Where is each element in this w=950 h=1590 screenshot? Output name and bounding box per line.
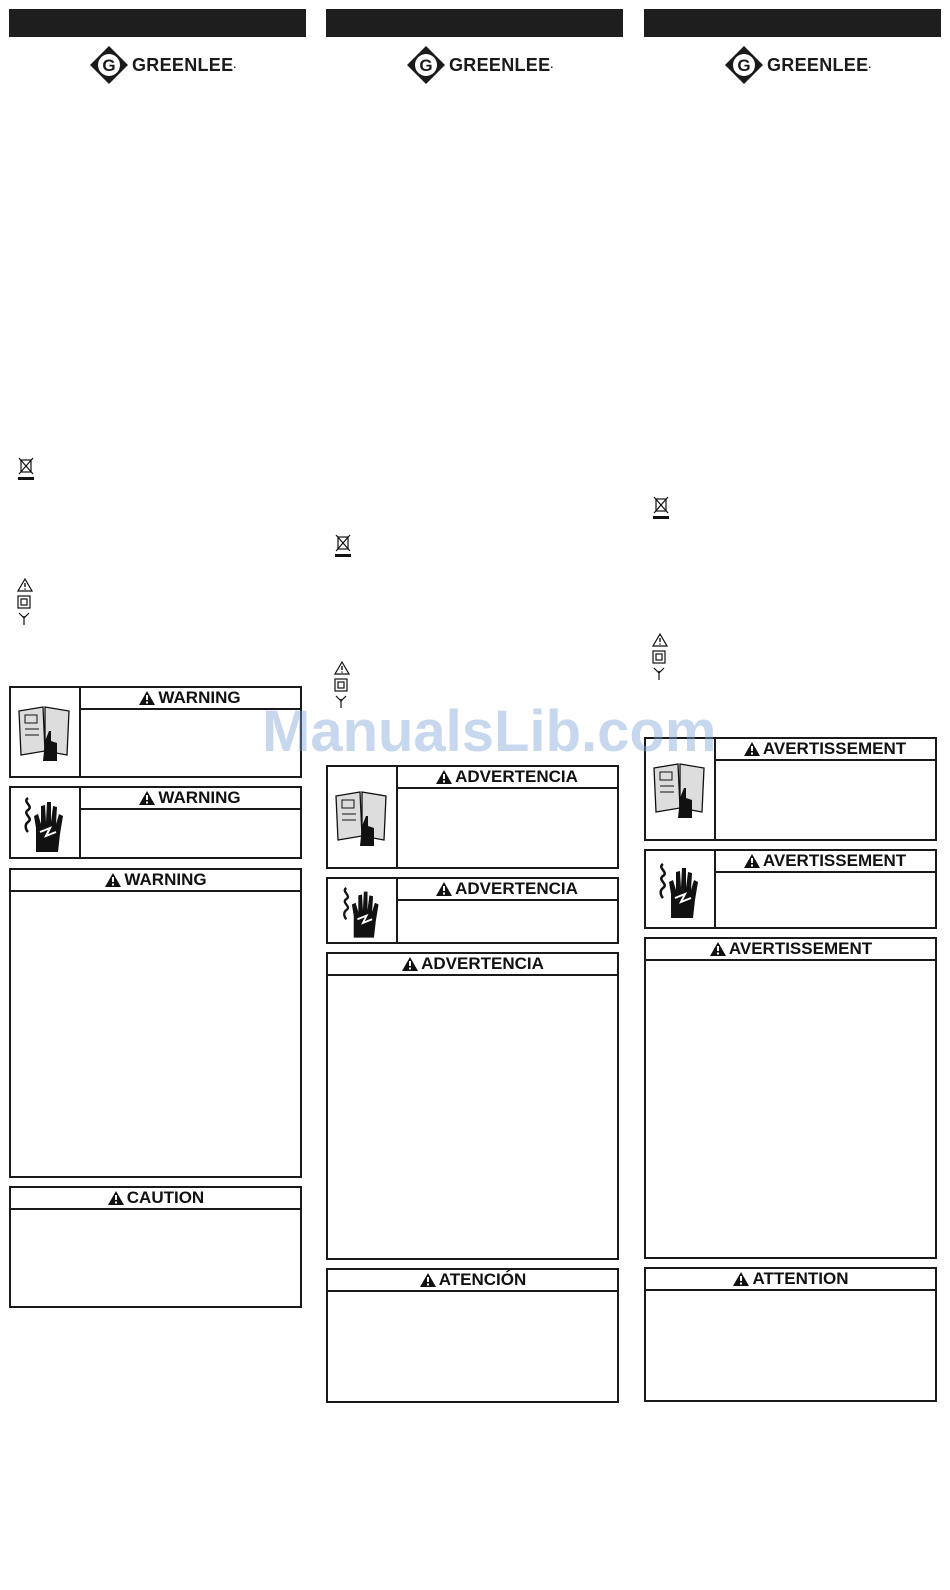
double-insulation-icon: [652, 650, 666, 664]
brand-registered-mark: .: [550, 59, 554, 71]
greenlee-diamond-icon: [406, 45, 446, 85]
caution-title: ATTENTION: [752, 1269, 849, 1288]
watermark: ManualsLib.com: [262, 699, 717, 764]
caution-triangle-icon: [652, 633, 668, 647]
warning-title: WARNING: [124, 870, 207, 889]
warning-triangle-icon: [709, 941, 727, 957]
caution-header: [11, 1188, 300, 1210]
warning-triangle-icon: [138, 790, 156, 806]
warning-box-manual: [9, 686, 302, 778]
antenna-icon: [652, 667, 666, 681]
greenlee-logo: [724, 45, 872, 85]
warning-triangle-icon: [419, 1272, 437, 1288]
caution-title: CAUTION: [126, 1188, 205, 1207]
electric-shock-hand-icon: [646, 851, 716, 927]
caution-triangle-icon: [17, 578, 33, 592]
warning-triangle-icon: [743, 853, 761, 869]
greenlee-diamond-icon: [89, 45, 129, 85]
caution-header: [646, 1269, 935, 1291]
weee-bin-icon: [334, 533, 352, 559]
warning-triangle-icon: [401, 956, 419, 972]
warning-box-shock: [9, 786, 302, 859]
brand-name: GREENLEE: [449, 54, 551, 75]
brand-name: GREENLEE: [132, 54, 234, 75]
warning-triangle-icon: [435, 881, 453, 897]
greenlee-logo: [406, 45, 554, 85]
warning-box-general: [644, 937, 937, 1259]
double-insulation-icon: [334, 678, 348, 692]
weee-bin-icon: [17, 456, 35, 482]
warning-triangle-icon: [743, 741, 761, 757]
warning-box-shock: [644, 849, 937, 929]
read-manual-icon: [328, 767, 398, 867]
warning-triangle-icon: [435, 769, 453, 785]
svg-text:G: G: [102, 56, 116, 75]
warning-header: [11, 870, 300, 892]
read-manual-icon: [11, 688, 81, 776]
caution-box: [326, 1268, 619, 1403]
warning-triangle-icon: [732, 1271, 750, 1287]
warning-box-general: [9, 868, 302, 1178]
warning-title: ADVERTENCIA: [455, 879, 578, 898]
warning-header: [714, 739, 935, 761]
brand-name: GREENLEE: [767, 54, 869, 75]
warning-triangle-icon: [104, 872, 122, 888]
brand-registered-mark: .: [233, 59, 237, 71]
column-english: [9, 0, 306, 1590]
double-insulation-icon: [17, 595, 31, 609]
greenlee-diamond-icon: [724, 45, 764, 85]
weee-bin-icon: [652, 495, 670, 521]
warning-box-shock: [326, 877, 619, 944]
warning-title: WARNING: [158, 788, 241, 807]
antenna-icon: [17, 612, 31, 626]
warning-header: [396, 879, 617, 901]
warning-title: AVERTISSEMENT: [728, 939, 873, 958]
warning-title: AVERTISSEMENT: [762, 851, 907, 870]
header-bar: [9, 9, 306, 37]
warning-title: ADVERTENCIA: [421, 954, 544, 973]
caution-box: [9, 1186, 302, 1308]
warning-box-manual: [326, 765, 619, 869]
warning-header: [714, 851, 935, 873]
caution-header: [328, 1270, 617, 1292]
warning-header: [646, 939, 935, 961]
warning-box-general: [326, 952, 619, 1260]
warning-header: [79, 788, 300, 810]
warning-header: [328, 954, 617, 976]
header-bar: [326, 9, 623, 37]
caution-triangle-icon: [334, 661, 350, 675]
electric-shock-hand-icon: [11, 788, 81, 857]
warning-triangle-icon: [107, 1190, 125, 1206]
warning-title: ADVERTENCIA: [455, 767, 578, 786]
caution-box: [644, 1267, 937, 1402]
electric-shock-hand-icon: [328, 879, 398, 942]
column-spanish: [326, 0, 623, 1590]
warning-triangle-icon: [138, 690, 156, 706]
warning-header: [396, 767, 617, 789]
header-bar: [644, 9, 941, 37]
caution-title: ATENCIÓN: [438, 1270, 527, 1289]
svg-text:G: G: [419, 56, 433, 75]
warning-title: AVERTISSEMENT: [762, 739, 907, 758]
greenlee-logo: [89, 45, 237, 85]
brand-registered-mark: .: [868, 59, 872, 71]
warning-title: WARNING: [158, 688, 241, 707]
svg-text:G: G: [737, 56, 751, 75]
column-french: [644, 0, 941, 1590]
